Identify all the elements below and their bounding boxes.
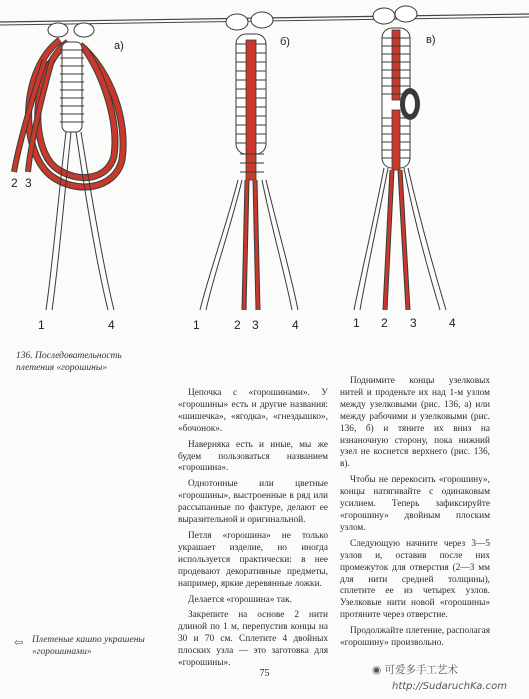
panel-label-b: б) (280, 36, 290, 48)
paragraph: Следующую начните через 3—5 узлов и, оставив после них промежуток для отверстия (2—3 мм для нити средней толщины), сплетите ее из четырех узлов. Узелковые нити новой «горошины» протяните через отверстие. (340, 538, 490, 621)
panel-label-c: в) (426, 34, 436, 46)
left-arrow-icon: ⇦ (14, 637, 24, 649)
figure-caption: 136. Последовательность плетения «горошины» (16, 351, 122, 373)
panel-c-illustration (354, 6, 446, 310)
thread-number: 1 (193, 318, 200, 332)
page-number: 75 (259, 668, 270, 679)
paragraph: Наверняка есть и иные, мы же будем пользоваться названием «горошина». (178, 439, 328, 474)
thread-number: 4 (108, 318, 115, 332)
watermark-brand-text: 可爱多手工艺术 (384, 664, 459, 676)
paragraph: Закрепите на основе 2 нити длиной по 1 м, перепустив концы на 30 и 70 см. Сплетите 4 двойных плоских узла — это заготовка для «горошины». (178, 610, 328, 669)
text-column-1 (178, 388, 328, 674)
text-column-2 (340, 376, 490, 654)
thread-number: 2 (11, 176, 18, 190)
paragraph: Однотонные или цветные «горошины», выстроенные в ряд или рассыпанные по фактуре, делают ее выразительной и оригинальной. (178, 479, 328, 526)
paragraph: Цепочка с «горошинами». У «горошины» есть и другие названия: «шишечка», «ягодка», «гнездышко», «бочонок». (178, 388, 328, 434)
thread-number: 1 (353, 316, 360, 330)
thread-number: 4 (449, 316, 456, 330)
paragraph: Продолжайте плетение, располагая «горошину» произвольно. (340, 626, 490, 649)
thread-number: 3 (25, 176, 32, 190)
paragraph: Делается «горошина» так. (188, 594, 292, 605)
thread-number: 2 (234, 318, 241, 332)
thread-number: 4 (292, 318, 299, 332)
watermark-brand (372, 662, 458, 677)
paragraph: Петля «горошина» не только украшает изделие, но иногда используется практически: в нее продевают декоративные предметы, например, яркие деревянные ложки. (178, 530, 328, 589)
thread-number: 1 (38, 318, 45, 332)
panel-b-illustration (200, 12, 298, 310)
panel-a-illustration (14, 23, 123, 310)
thread-number: 2 (381, 316, 388, 330)
paragraph: Поднимите концы узелковых нитей и проденьте их над 1-м узлом между узелковыми (рис. 136, а) или между рабочими и узелковыми (рис. 136, б) и тяните их вниз на изнаночную сторону, пока нижний узел не коснется верхнего (рис. 136, в). (340, 376, 490, 470)
watermark-url: http://SudaruchKa.com (392, 681, 507, 692)
thread-number: 3 (252, 318, 259, 332)
panel-label-a: а) (114, 40, 124, 52)
paragraph: Чтобы не перекосить «горошину», концы натягивайте с одинаковым усилием. Теперь зафиксируйте «горошину» двойным плоским узлом. (340, 475, 490, 533)
wechat-icon: ◉ (372, 664, 382, 676)
side-caption: Плетеные кашпо украшены «горошинами» (32, 635, 145, 657)
thread-number: 3 (410, 316, 417, 330)
